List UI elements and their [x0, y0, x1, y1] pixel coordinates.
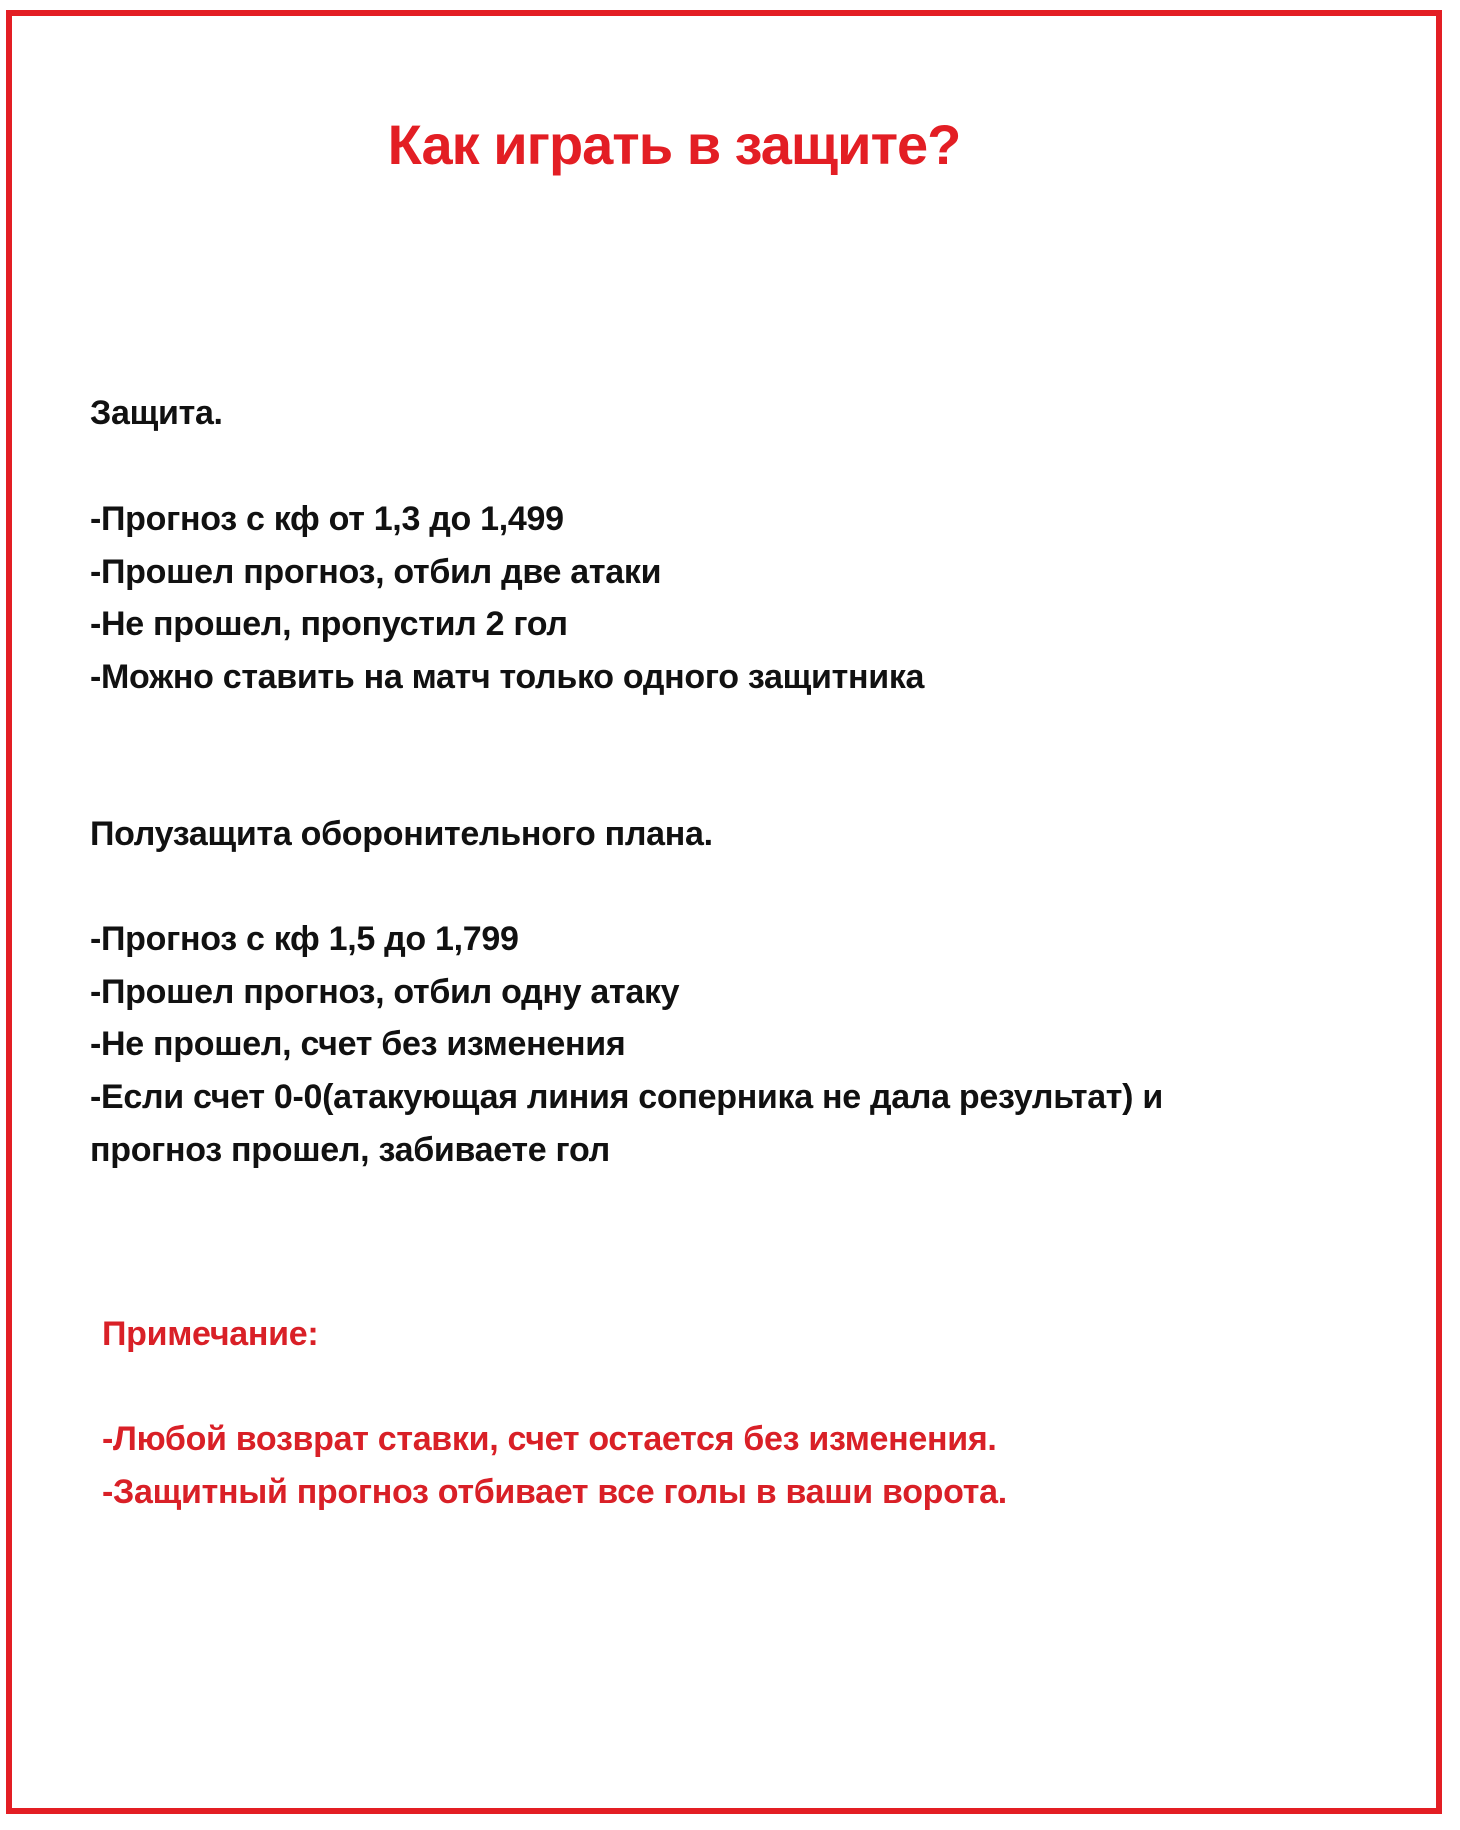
list-item: -Прогноз с кф 1,5 до 1,799	[90, 920, 519, 958]
red-border-frame	[6, 10, 1442, 1814]
list-item: -Если счет 0-0(атакующая линия соперника не дала результат) и	[90, 1078, 1163, 1116]
list-item: -Прогноз с кф от 1,3 до 1,499	[90, 500, 564, 538]
note-item: -Защитный прогноз отбивает все голы в ваши ворота.	[102, 1473, 1007, 1511]
section-heading-defense: Защита.	[90, 394, 223, 432]
page-title: Как играть в защите?	[387, 113, 961, 176]
note-heading: Примечание:	[102, 1315, 319, 1353]
section-heading-defensive-midfield: Полузащита оборонительного плана.	[90, 815, 713, 853]
list-item: прогноз прошел, забиваете гол	[90, 1131, 610, 1169]
list-item: -Не прошел, пропустил 2 гол	[90, 605, 568, 643]
list-item: -Не прошел, счет без изменения	[90, 1025, 626, 1063]
list-item: -Прошел прогноз, отбил две атаки	[90, 553, 662, 591]
list-item: -Можно ставить на матч только одного защитника	[90, 658, 925, 696]
list-item: -Прошел прогноз, отбил одну атаку	[90, 973, 680, 1011]
note-item: -Любой возврат ставки, счет остается без изменения.	[102, 1420, 997, 1458]
